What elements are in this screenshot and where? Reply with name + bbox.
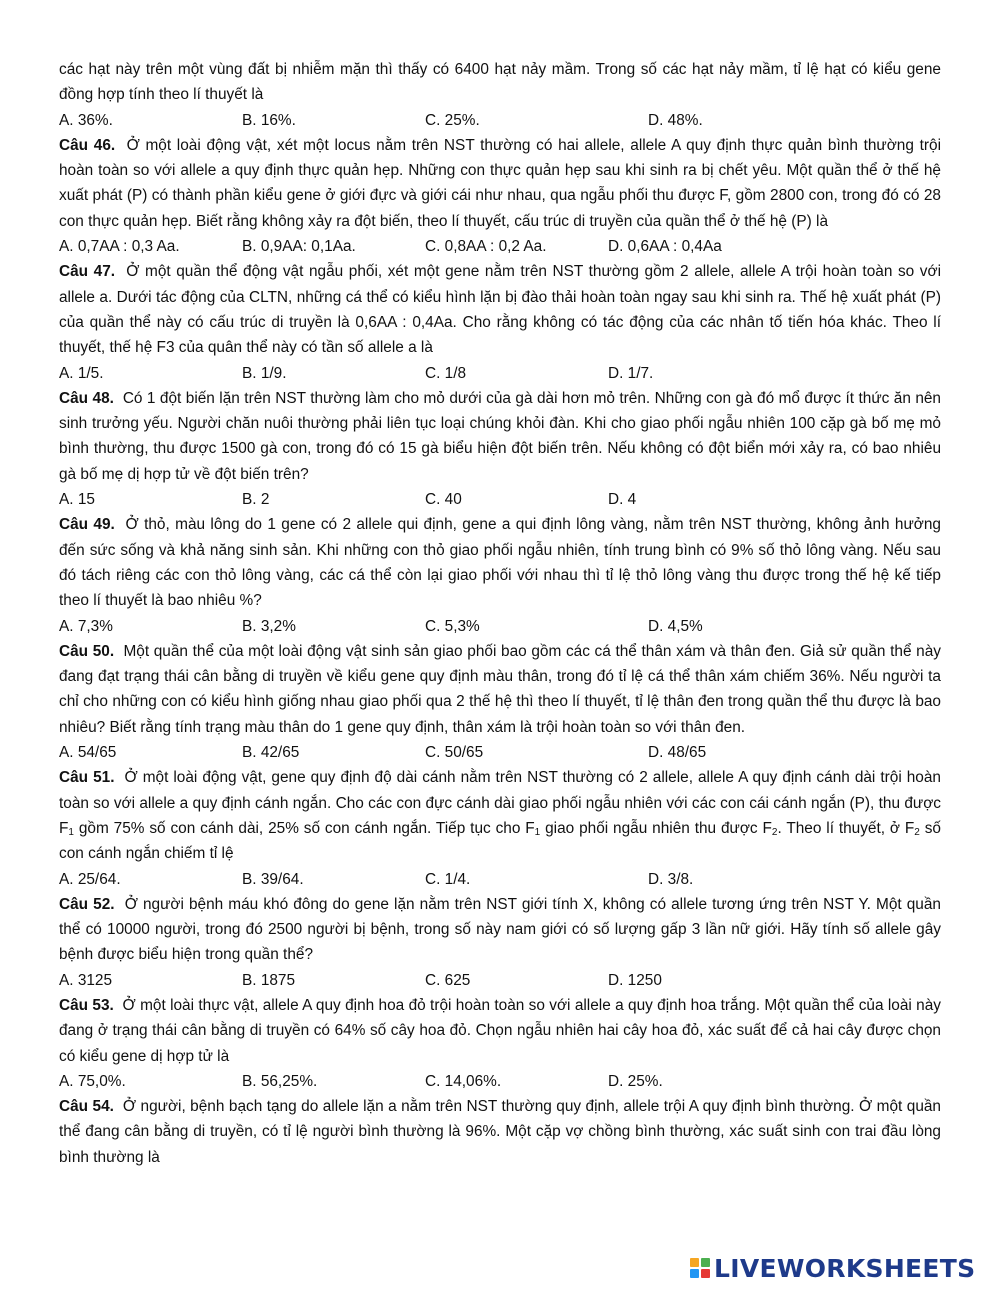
- option-c: C. 50/65: [425, 744, 484, 762]
- option-a: A. 25/64.: [59, 870, 121, 888]
- option-d: D. 25%.: [608, 1072, 663, 1090]
- question-46: [59, 133, 941, 234]
- option-b: B. 42/65: [242, 744, 300, 762]
- question-text: Ở một loài động vật, xét một locus nằm trên NST thường có hai allele, allele A quy định thực quản bình thường trội hoàn toàn so với allele a quy định thực quản hẹp. Những con thực quản hẹp sau khi sinh ra bị chết yêu. Một quần thể ở thế hệ xuất phát (P) có thành phần kiểu gene ở giới đực và giới cái như nhau, qua ngẫu phối thu được F, gồm 2800 con, trong đó có 28 con thực quản hẹp. Biết rằng không xảy ra đột biến, theo lí thuyết, cấu trúc di truyền của quần thể ở thế hệ (P) là: [59, 136, 941, 230]
- option-b: B. 1/9.: [242, 364, 287, 382]
- logo-square-icon: [701, 1258, 710, 1267]
- option-d: D. 3/8.: [648, 870, 694, 888]
- option-a: A. 3125: [59, 971, 113, 989]
- option-d: D. 1250: [608, 971, 662, 989]
- question-label: Câu 48.: [59, 389, 114, 407]
- option-c: C. 1/8: [425, 364, 467, 382]
- question-50: [59, 639, 941, 740]
- option-b: B. 0,9AA: 0,1Aa.: [242, 238, 356, 256]
- option-c: C. 1/4.: [425, 870, 471, 888]
- question-text: Ở người bệnh máu khó đông do gene lặn nằm trên NST giới tính X, không có allele tương ứng trên NST Y. Một quần thể có 10000 người, trong đó 2500 người bị bệnh, trong số này nam giới có số lượng gấp 3 lần nữ giới. Hãy tính số allele gây bệnh được biểu hiện trong quần thể?: [59, 895, 941, 964]
- question-49: [59, 512, 941, 613]
- option-b: B. 56,25%.: [242, 1072, 318, 1090]
- option-d: D. 4,5%: [648, 617, 703, 635]
- question-50-options: [59, 740, 941, 765]
- question-52: [59, 892, 941, 968]
- option-a: A. 1/5.: [59, 364, 104, 382]
- option-a: A. 0,7AA : 0,3 Aa.: [59, 238, 180, 256]
- logo-text: LIVEWORKSHEETS: [714, 1253, 976, 1283]
- option-d: D. 1/7.: [608, 364, 654, 382]
- question-text: Ở một loài thực vật, allele A quy định hoa đỏ trội hoàn toàn so với allele a quy định hoa trắng. Một quần thể của loài này đang ở trạng thái cân bằng di truyền có 64% số cây hoa đỏ. Chọn ngẫu nhiên hai cây hoa đỏ, xác suất để cả hai cây được chọn có kiểu gene dị hợp tử là: [59, 996, 941, 1065]
- question-46-options: [59, 234, 941, 259]
- question-label: Câu 52.: [59, 895, 115, 913]
- question-53: [59, 993, 941, 1069]
- option-c: C. 25%.: [425, 111, 480, 129]
- option-c: C. 14,06%.: [425, 1072, 502, 1090]
- question-text: Ở thỏ, màu lông do 1 gene có 2 allele qui định, gene a qui định lông vàng, nằm trên NST thường, không ảnh hưởng đến sức sống và khả năng sinh sản. Khi những con thỏ giao phối ngẫu nhiên, tính trung bình có 9% số thỏ lông vàng. Nếu sau đó tách riêng các con thỏ lông vàng, các cá thể còn lại giao phối với nhau thì tỉ lệ thỏ lông vàng thu được trong thế hệ kế tiếp theo lí thuyết là bao nhiêu %?: [59, 516, 941, 610]
- logo-grid-icon: [690, 1258, 710, 1278]
- option-d: D. 0,6AA : 0,4Aa: [608, 238, 722, 256]
- question-label: Câu 50.: [59, 642, 115, 660]
- question-text: Ở người, bệnh bạch tạng do allele lặn a nằm trên NST thường quy định, allele trội A quy định bình thường. Ở một quần thể đang cân bằng di truyền, có tỉ lệ người bình thường là 96%. Một cặp vợ chồng bình thường, xác suất sinh con trai đầu lòng bình thường là: [59, 1098, 941, 1166]
- option-c: C. 0,8AA : 0,2 Aa.: [425, 238, 547, 256]
- question-label: Câu 53.: [59, 996, 114, 1014]
- option-b: B. 3,2%: [242, 617, 296, 635]
- option-a: A. 36%.: [59, 111, 113, 129]
- question-label: Câu 46.: [59, 136, 116, 154]
- question-54: [59, 1094, 941, 1170]
- question-text: Có 1 đột biến lặn trên NST thường làm cho mỏ dưới của gà dài hơn mỏ trên. Những con gà đó mổ được ít thức ăn nên sinh trưởng yếu. Người chăn nuôi thường phải liên tục loại chúng khỏi đàn. Khi cho giao phối ngẫu nhiên 100 cặp gà bố mẹ mỏ bình thường, thu được 1500 gà con, trong đó có 15 gà biểu hiện đột biến trên. Nếu không có đột biển mới xảy ra, có bao nhiêu gà bố mẹ dị hợp tử về đột biến trên?: [59, 389, 941, 483]
- question-label: Câu 49.: [59, 516, 115, 534]
- question-label: Câu 51.: [59, 769, 115, 787]
- question-47: [59, 259, 941, 360]
- logo-square-icon: [690, 1258, 699, 1267]
- question-53-options: [59, 1069, 941, 1094]
- liveworksheets-logo: [690, 1254, 975, 1282]
- option-a: A. 54/65: [59, 744, 117, 762]
- question-51-options: [59, 867, 941, 892]
- option-d: D. 4: [608, 491, 637, 509]
- worksheet-page: [59, 57, 941, 1170]
- question-48: [59, 386, 941, 487]
- option-b: B. 16%.: [242, 111, 296, 129]
- question-text: Ở một quần thể động vật ngẫu phối, xét một gene nằm trên NST thường gồm 2 allele, allele A trội hoàn toàn so với allele a. Dưới tác động của CLTN, những cá thể có kiểu hình lặn bị đào thải hoàn toàn ngay sau khi sinh ra. Thế hệ xuất phát (P) của quần thể này có cấu trúc di truyền là 0,6AA : 0,4Aa. Cho rằng không có tác động của các nhân tố tiến hóa khác. Theo lí thuyết, thế hệ F3 của quân thể này có tần số allele a là: [59, 263, 942, 357]
- option-c: C. 5,3%: [425, 617, 480, 635]
- option-a: A. 75,0%.: [59, 1072, 126, 1090]
- question-label: Câu 54.: [59, 1098, 114, 1116]
- intro-options: [59, 108, 941, 133]
- question-label: Câu 47.: [59, 263, 116, 281]
- option-c: C. 625: [425, 971, 471, 989]
- option-d: D. 48%.: [648, 111, 703, 129]
- question-49-options: [59, 614, 941, 639]
- question-text: Một quần thể của một loài động vật sinh sản giao phối bao gồm các cá thể thân xám và thân đen. Giả sử quần thể này đang đạt trạng thái cân bằng di truyền về kiểu gene quy định màu thân, trong đó tỉ lệ cá thể thân xám chiếm 36%. Nếu người ta chỉ cho những con có kiểu hình giống nhau giao phối qua 2 thế hệ thì theo lí thuyết, tỉ lệ thân đen trong quần thể thu được là bao nhiêu? Biết rằng tính trạng màu thân do 1 gene quy định, thân xám là trội hoàn toàn so với thân đen.: [59, 642, 941, 736]
- logo-square-icon: [690, 1269, 699, 1278]
- question-51: [59, 765, 941, 866]
- question-52-options: [59, 968, 941, 993]
- option-b: B. 2: [242, 491, 270, 509]
- intro-text: các hạt này trên một vùng đất bị nhiễm mặn thì thấy có 6400 hạt nảy mầm. Trong số các hạt nảy mầm, tỉ lệ hạt có kiểu gene đồng hợp tính theo lí thuyết là: [59, 61, 941, 104]
- logo-square-icon: [701, 1269, 710, 1278]
- option-b: B. 1875: [242, 971, 296, 989]
- option-d: D. 48/65: [648, 744, 707, 762]
- question-47-options: [59, 361, 941, 386]
- option-a: A. 15: [59, 491, 95, 509]
- option-b: B. 39/64.: [242, 870, 304, 888]
- option-c: C. 40: [425, 491, 462, 509]
- question-text: Ở một loài động vật, gene quy định độ dài cánh nằm trên NST thường có 2 allele, allele A quy định cánh dài trội hoàn toàn so với allele a quy định cánh ngắn. Cho các con đực cánh dài giao phối ngẫu nhiên với các con cái cánh ngắn (P), thu được $F_1$ gồm 75% số con cánh dài, 25% số con cánh ngắn. Tiếp tục cho $F_1$ giao phối ngẫu nhiên thu được $F_2$. Theo lí thuyết, ở $F_2$ số con cánh ngắn chiếm tỉ lệ: [59, 769, 941, 863]
- option-a: A. 7,3%: [59, 617, 113, 635]
- question-48-options: [59, 487, 941, 512]
